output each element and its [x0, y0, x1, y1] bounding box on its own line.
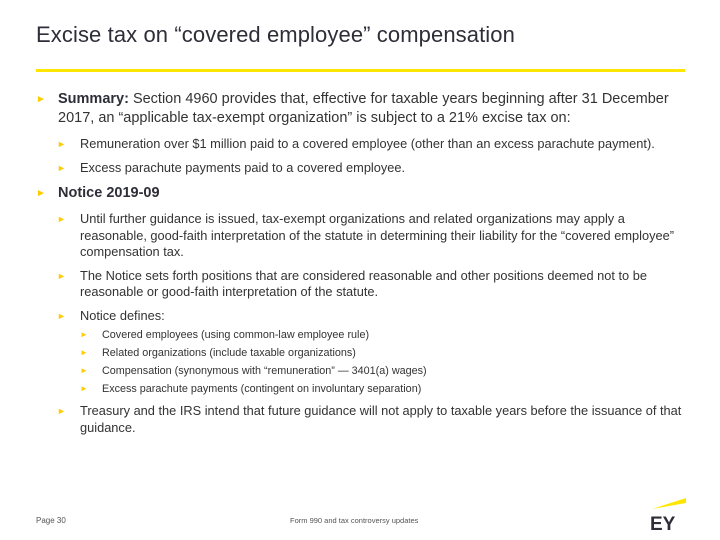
triangle-bullet-icon: ► [36, 94, 46, 105]
triangle-bullet-icon: ► [36, 188, 46, 199]
title-divider [36, 69, 685, 72]
notice-sub-item [36, 403, 686, 436]
summary-text: Section 4960 provides that, effective for taxable years beginning after 31 December 2017, an “applicable tax-exempt organization” is subject to a 21% excise tax on: [58, 91, 669, 126]
notice-sub-item [36, 268, 686, 301]
triangle-bullet-icon: ► [57, 310, 66, 321]
defines-item [36, 362, 686, 380]
defines-text: Related organizations (include taxable organizations) [102, 347, 356, 359]
notice-sub-text: The Notice sets forth positions that are considered reasonable and other positions deemed not to be reasonable or good-faith interpretation of the statute. [80, 267, 647, 299]
defines-text: Compensation (synonymous with “remuneration” — 3401(a) wages) [102, 365, 427, 377]
defines-text: Covered employees (using common-law employee rule) [102, 329, 370, 341]
summary-sub-item [36, 160, 686, 177]
triangle-bullet-icon: ► [80, 330, 88, 339]
notice-sub-text: Treasury and the IRS intend that future guidance will not apply to taxable years before the issuance of that guidance. [80, 403, 682, 435]
logo-text: EY [650, 514, 676, 532]
summary-sub-text: Remuneration over $1 million paid to a covered employee (other than an excess parachute payment). [80, 136, 655, 151]
slide-body [36, 90, 686, 436]
summary-sub-item [36, 136, 686, 153]
defines-list [36, 326, 686, 398]
ey-logo [648, 496, 688, 532]
triangle-bullet-icon: ► [80, 366, 88, 375]
notice-sub-item [36, 211, 686, 261]
footer-caption: Form 990 and tax controversy updates [290, 516, 419, 525]
bullet-notice [36, 184, 686, 203]
bullet-summary [36, 90, 686, 128]
notice-sub-text: Until further guidance is issued, tax-exempt organizations and related organizations may apply a reasonable, good-faith interpretation of the statute in determining their liability for the “covered employee” compensation tax. [80, 211, 674, 259]
triangle-bullet-icon: ► [57, 162, 66, 173]
defines-item [36, 380, 686, 398]
summary-label: Summary: [58, 91, 129, 107]
triangle-bullet-icon: ► [57, 270, 66, 281]
triangle-bullet-icon: ► [57, 406, 66, 416]
defines-text: Excess parachute payments (contingent on involuntary separation) [102, 383, 422, 395]
triangle-bullet-icon: ► [57, 139, 66, 149]
notice-sub-text: Notice defines: [80, 307, 165, 323]
page-number: Page 30 [36, 516, 66, 525]
notice-label: Notice 2019-09 [58, 185, 160, 201]
triangle-bullet-icon: ► [80, 348, 88, 357]
triangle-bullet-icon: ► [57, 214, 66, 224]
notice-sub-item [36, 308, 686, 325]
summary-sub-text: Excess parachute payments paid to a covered employee. [80, 159, 406, 175]
defines-item [36, 344, 686, 362]
triangle-bullet-icon: ► [80, 384, 88, 393]
defines-item [36, 326, 686, 344]
slide-title: Excise tax on “covered employee” compensation [36, 22, 515, 47]
